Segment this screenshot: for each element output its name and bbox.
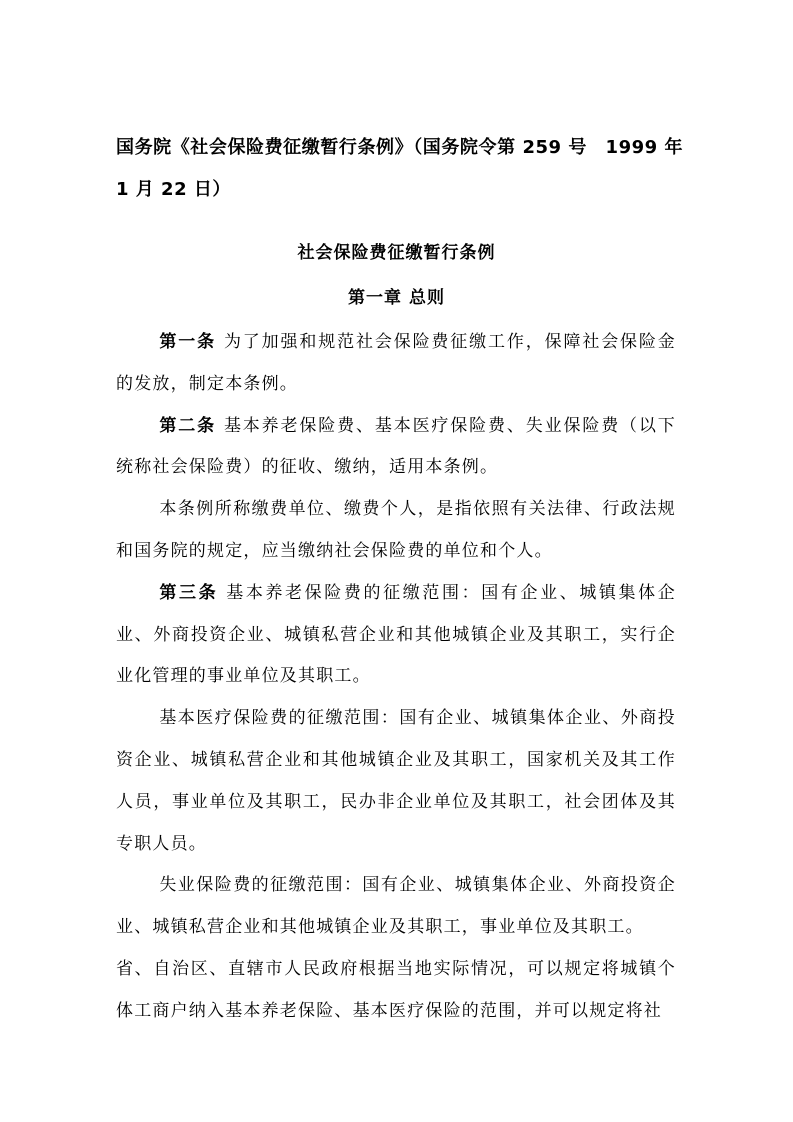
article-text: 失业保险费的征缴范围：国有企业、城镇集体企业、外商投资企业、城镇私营企业和其他城镇企业及其职工，事业单位及其职工。 bbox=[116, 875, 676, 938]
chapter-title: 第一章 总则 bbox=[348, 288, 445, 308]
article-paragraph bbox=[116, 322, 676, 406]
article-text: 基本医疗保险费的征缴范围：国有企业、城镇集体企业、外商投资企业、城镇私营企业和其他城镇企业及其职工，国家机关及其工作人员，事业单位及其职工，民办非企业单位及其职工，社会团体及其专职人员。 bbox=[116, 708, 676, 854]
article-paragraph bbox=[116, 949, 676, 1033]
article-label: 第三条 bbox=[159, 582, 219, 603]
article-label: 第二条 bbox=[159, 415, 216, 436]
article-paragraph bbox=[116, 406, 676, 490]
article-label: 第一条 bbox=[159, 332, 216, 352]
article-text: 本条例所称缴费单位、缴费个人，是指依照有关法律、行政法规和国务院的规定，应当缴纳社会保险费的单位和个人。 bbox=[116, 499, 676, 561]
article-paragraph bbox=[116, 489, 676, 573]
document-heading: 国务院《社会保险费征缴暂行条例》（国务院令第 259 号 1999 年 1 月 22 日） bbox=[116, 137, 683, 200]
regulation-title: 社会保险费征缴暂行条例 bbox=[297, 243, 496, 263]
article-text: 为了加强和规范社会保险费征缴工作，保障社会保险金的发放，制定本条例。 bbox=[116, 332, 676, 394]
article-paragraph bbox=[116, 698, 676, 865]
article-paragraph bbox=[116, 573, 676, 698]
document-body bbox=[116, 322, 676, 1033]
article-text: 省、自治区、直辖市人民政府根据当地实际情况，可以规定将城镇个体工商户纳入基本养老保险、基本医疗保险的范围，并可以规定将社 bbox=[116, 958, 676, 1021]
article-text: 基本养老保险费的征缴范围：国有企业、城镇集体企业、外商投资企业、城镇私营企业和其他城镇企业及其职工，实行企业化管理的事业单位及其职工。 bbox=[116, 582, 676, 687]
article-text: 基本养老保险费、基本医疗保险费、失业保险费（以下统称社会保险费）的征收、缴纳，适用本条例。 bbox=[116, 415, 676, 478]
article-paragraph bbox=[116, 865, 676, 949]
